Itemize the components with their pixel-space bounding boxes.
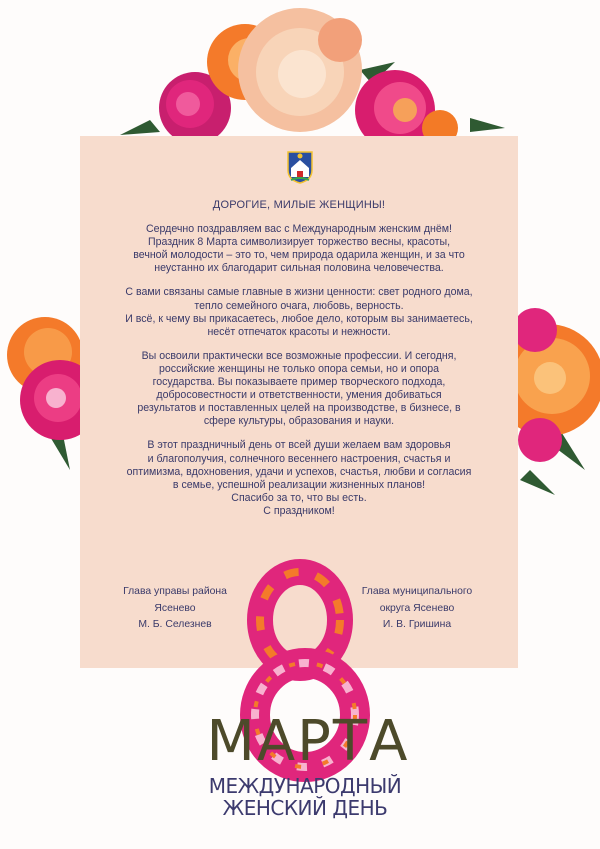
text-line: тепло семейного очага, любовь, верность.: [194, 299, 404, 312]
text-line: Спасибо за то, что вы есть.: [231, 491, 367, 504]
holiday-line: МЕЖДУНАРОДНЫЙ: [208, 774, 402, 798]
signature-title: Глава управы района: [123, 586, 227, 597]
text-line: добросовестности и ответственности, умения добиваться: [156, 389, 442, 402]
letter-greeting: ДОРОГИЕ, МИЛЫЕ ЖЕНЩИНЫ!: [212, 199, 386, 211]
text-line: в семье, успешной реализации жизненных планов!: [172, 478, 426, 491]
text-line: С праздником!: [263, 504, 335, 517]
text-line: Праздник 8 Марта символизирует торжество весны, красоты,: [147, 236, 451, 249]
text-line: неустанно их благодарит сильная половина человечества.: [154, 262, 444, 275]
signature-name: М. Б. Селезнев: [138, 619, 212, 630]
text-line: Сердечно поздравляем вас с Международным женским днём!: [145, 223, 453, 236]
text-line: несёт отпечаток красоты и нежности.: [207, 325, 391, 338]
holiday-line: ЖЕНСКИЙ ДЕНЬ: [222, 796, 388, 820]
text-line: Вы освоили практически все возможные профессии. И сегодня,: [141, 349, 457, 362]
signature-name: И. В. Гришина: [382, 619, 452, 630]
text-line: вечной молодости – это то, чем природа одарила женщин, и за что: [133, 249, 465, 262]
text-line: С вами связаны самые главные в жизни ценности: свет родного дома,: [125, 286, 473, 299]
text-line: результатов и поставленных целей на производстве, в бизнесе, в: [137, 402, 461, 415]
signature-district: Ясенево: [154, 602, 196, 614]
text-line: оптимизма, вдохновения, удачи и успехов, счастья, любви и согласия: [126, 465, 472, 478]
signature-district: округа Ясенево: [379, 602, 455, 614]
holiday-title: [190, 775, 420, 819]
text-line: В этот праздничный день от всей души желаем вам здоровья: [147, 439, 451, 452]
march-title: МАРТА: [206, 709, 410, 774]
text-line: и благополучия, солнечного весеннего настроения, счастья и: [147, 452, 451, 465]
text-line: И всё, к чему вы прикасаетесь, любое дело, которым вы занимаетесь,: [125, 312, 473, 325]
signature-title: Глава муниципального: [361, 586, 473, 597]
text-line: сфере культуры, образования и науки.: [203, 415, 395, 428]
text-line: государства. Вы показываете пример творческого подхода,: [152, 376, 446, 389]
text-line: российские женщины не только опора семьи, но и опора: [158, 362, 440, 375]
